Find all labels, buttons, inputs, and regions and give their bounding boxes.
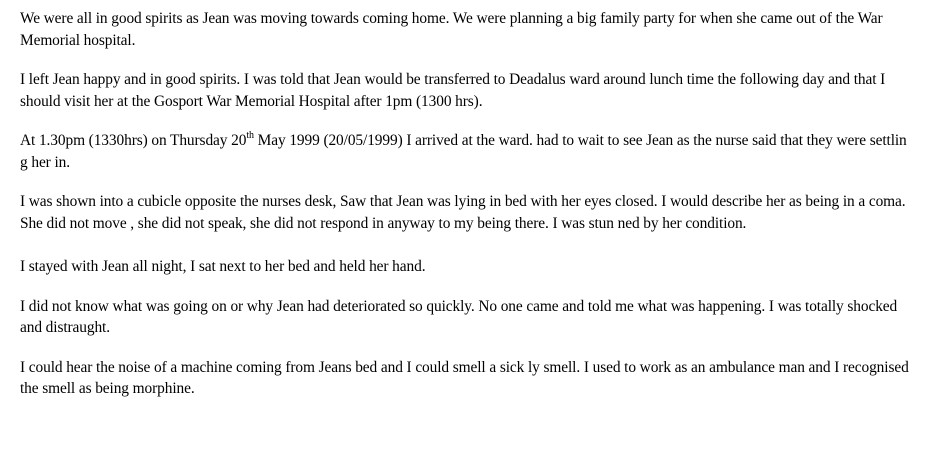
paragraph-5: I stayed with Jean all night, I sat next to her bed and held her hand.: [20, 258, 426, 275]
document-body: [20, 8, 915, 418]
paragraph-6: I did not know what was going on or why Jean had deteriorated so quickly. No one came and told me what was happening. I was totally shocked and distraught.: [20, 297, 898, 336]
paragraph-3-text-end: May 1999 (20/05/1999) I arrived at the ward. had to wait to see Jean as the nurse said that they were settlin g her in.: [20, 132, 907, 171]
paragraph-2: I left Jean happy and in good spirits. I was told that Jean would be transferred to Deadalus ward around lunch time the following day and that I should visit her at the Gosport War Memorial Hospital after 1pm (1300 hrs).: [20, 71, 886, 110]
paragraph-4: I was shown into a cubicle opposite the nurses desk, Saw that Jean was lying in bed with her eyes closed. I would describe her as being in a coma. She did not move , she did not speak, she did not respond in anyway to my being there. I was stun ned by her condition.: [20, 193, 906, 232]
ordinal-suffix: th: [246, 129, 254, 141]
paragraph-7: I could hear the noise of a machine coming from Jeans bed and I could smell a sick ly smell. I used to work as an ambulance man and I recognised the smell as being morphine.: [20, 358, 909, 397]
paragraph-3-text-start: At 1.30pm (1330hrs) on Thursday 20: [20, 132, 247, 149]
paragraph-1: We were all in good spirits as Jean was moving towards coming home. We were planning a big family party for when she came out of the War Memorial hospital.: [20, 10, 883, 49]
paragraph-3: [20, 130, 915, 173]
